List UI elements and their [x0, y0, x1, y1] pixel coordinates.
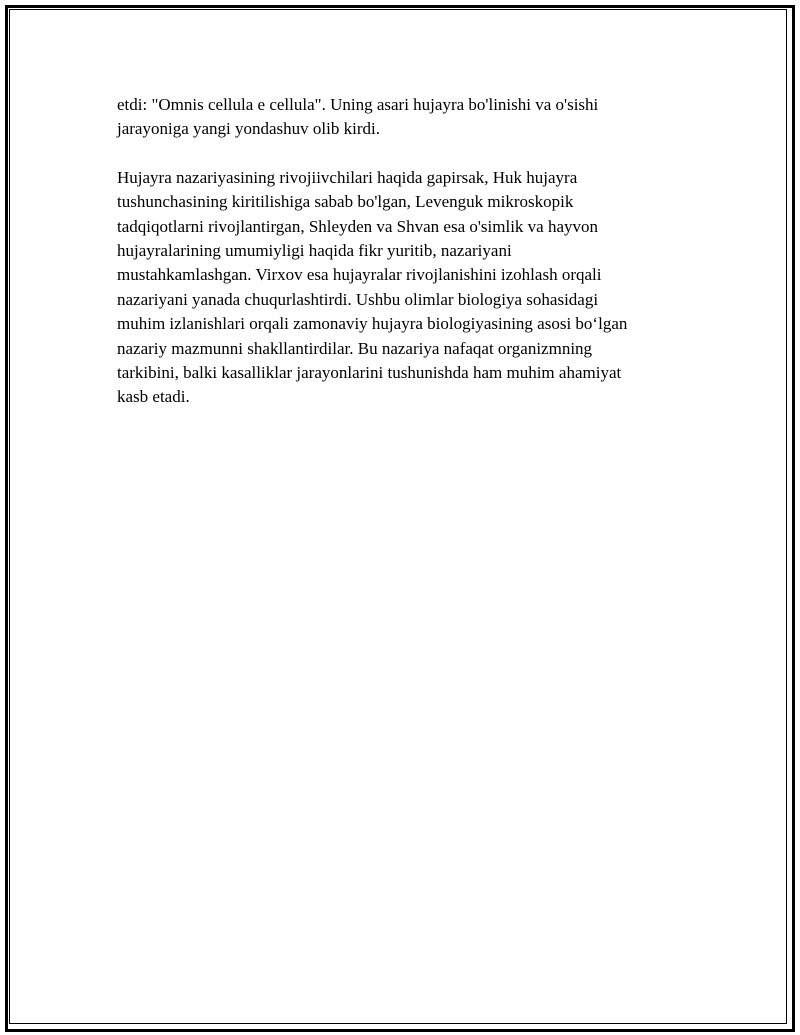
document-body: [117, 93, 687, 410]
text-line: jarayoniga yangi yondashuv olib kirdi.: [117, 119, 380, 139]
text-line: etdi: "Omnis cellula e cellula". Uning asari hujayra bo'linishi va o'sishi: [117, 95, 599, 114]
text-line: tarkibini, balki kasalliklar jarayonlarini tushunishda ham muhim ahamiyat: [117, 363, 622, 383]
text-line: tushunchasining kiritilishiga sabab bo'lgan, Levenguk mikroskopik: [117, 192, 574, 212]
text-line: tadqiqotlarni rivojlantirgan, Shleyden va Shvan esa o'simlik va hayvon: [117, 216, 599, 236]
text-line: mustahkamlashgan. Virxov esa hujayralar rivojlanishini izohlash orqali: [117, 265, 602, 285]
text-line: Hujayra nazariyasining rivojiivchilari haqida gapirsak, Huk hujayra: [117, 167, 578, 187]
paragraph-2: [117, 166, 687, 410]
text-line: kasb etadi.: [117, 387, 190, 407]
text-line: nazariyani yanada chuqurlashtirdi. Ushbu olimlar biologiya sohasidagi: [117, 289, 599, 309]
text-line: nazariy mazmunni shakllantirdilar. Bu nazariya nafaqat organizmning: [117, 338, 593, 358]
paragraph-1: [117, 93, 687, 142]
text-line: muhim izlanishlari orqali zamonaviy hujayra biologiyasining asosi bo‘lgan: [117, 314, 628, 334]
text-line: hujayralarining umumiyligi haqida fikr yuritib, nazariyani: [117, 241, 512, 261]
